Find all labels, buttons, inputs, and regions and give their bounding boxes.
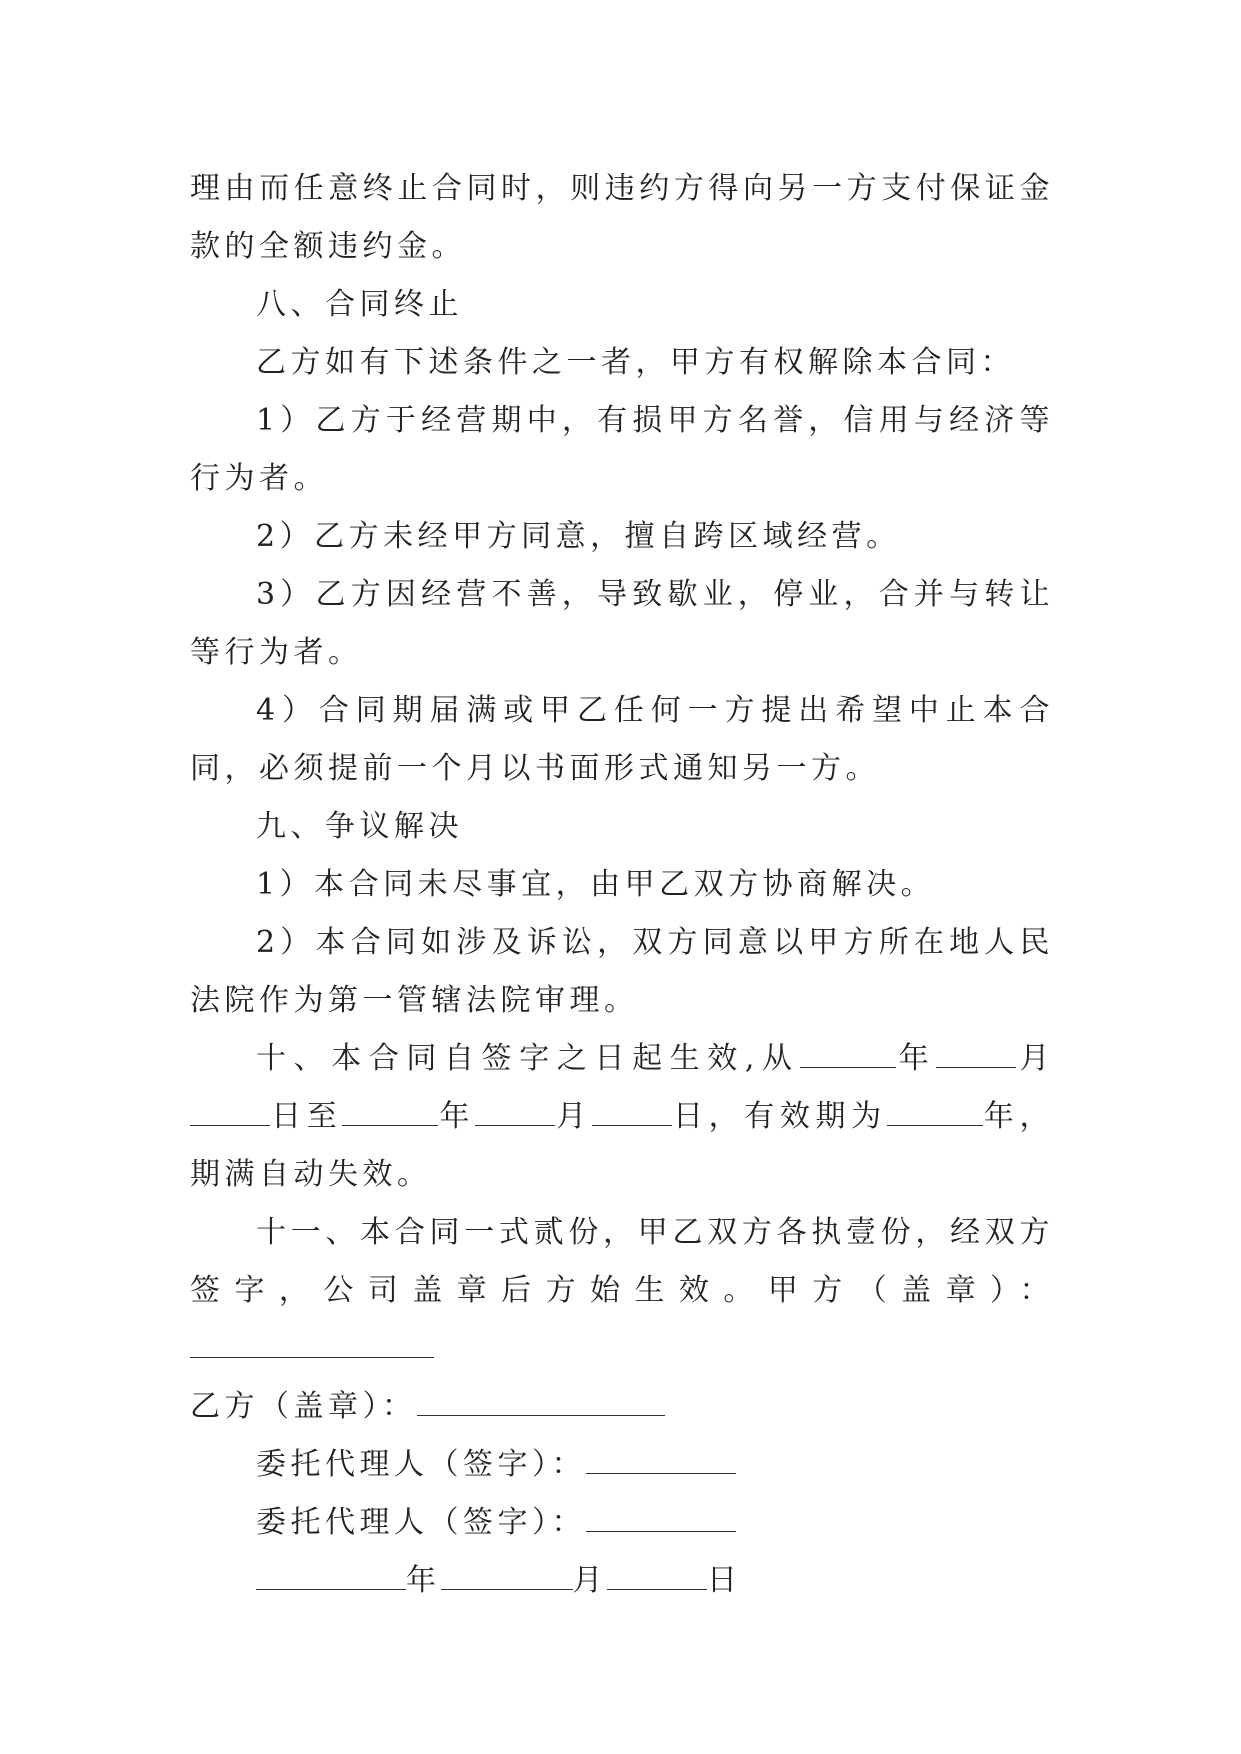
section-8-item-4: 4）合同期届满或甲乙任何一方提出希望中止本合同，必须提前一个月以书面形式通知另一方。 [190,693,1054,786]
agent-signature-blank-1 [586,1445,736,1474]
paragraph-breach-penalty: 理由而任意终止合同时，则违约方得向另一方支付保证金款的全额违约金。 [190,171,1054,264]
party-a-seal-blank [190,1329,434,1358]
party-b-seal-blank [417,1387,665,1416]
section-8-title: 八、合同终止 [256,287,463,322]
agent-signature-blank-2 [586,1503,736,1532]
section-9-item-1: 1）本合同未尽事宜，由甲乙双方协商解决。 [256,867,936,902]
sign-day-label: 日 [707,1563,742,1598]
start-day-blank [190,1097,270,1126]
agent-signature-line-2 [190,1494,1054,1552]
section-8-item-3: 3）乙方因经营不善，导致歇业，停业，合并与转让等行为者。 [190,577,1054,670]
agent-label-2: 委托代理人（签字）： [256,1505,586,1540]
agent-label-1: 委托代理人（签字）： [256,1447,586,1482]
section-8-item-1: 1）乙方于经营期中，有损甲方名誉，信用与经济等行为者。 [190,403,1054,496]
end-day-label: 日，有效期为 [671,1099,887,1134]
sign-month-blank [441,1561,573,1590]
section-8-intro: 乙方如有下述条件之一者，甲方有权解除本合同： [256,345,1015,380]
signing-date-line [190,1552,1054,1610]
section-9-title: 九、争议解决 [256,809,463,844]
end-year-label: 年 [438,1099,476,1134]
start-day-label: 日至 [270,1099,343,1134]
party-b-seal-label: 乙方（盖章）： [190,1389,417,1424]
sign-year-label: 年 [406,1563,441,1598]
section-11-text: 十一、本合同一式贰份，甲乙双方各执壹份，经双方签字，公司盖章后方始生效。甲方（盖章）： [190,1215,1054,1308]
end-month-label: 月 [555,1099,592,1134]
section-11-copies [190,1204,1054,1436]
start-month-label: 月 [1016,1041,1054,1076]
end-day-blank [592,1097,672,1126]
start-year-label: 年 [895,1041,937,1076]
end-month-blank [475,1097,555,1126]
end-year-blank [342,1097,438,1126]
section-9-item-2: 2）本合同如涉及诉讼，双方同意以甲方所在地人民法院作为第一管辖法院审理。 [190,925,1054,1018]
sign-month-label: 月 [572,1563,607,1598]
start-month-blank [936,1039,1016,1068]
sign-year-blank [256,1561,406,1590]
section-10-prefix: 十、本合同自签字之日起生效,从 [256,1041,800,1076]
document-page [190,160,1054,1610]
start-year-blank [800,1039,896,1068]
sign-day-blank [607,1561,707,1590]
section-8-item-2: 2）乙方未经甲方同意，擅自跨区域经营。 [256,519,901,554]
section-10-effective-period [190,1030,1054,1204]
section-10-suffix: 年，期满自动失效。 [190,1099,1054,1192]
validity-years-blank [887,1097,983,1126]
agent-signature-line-1 [190,1436,1054,1494]
